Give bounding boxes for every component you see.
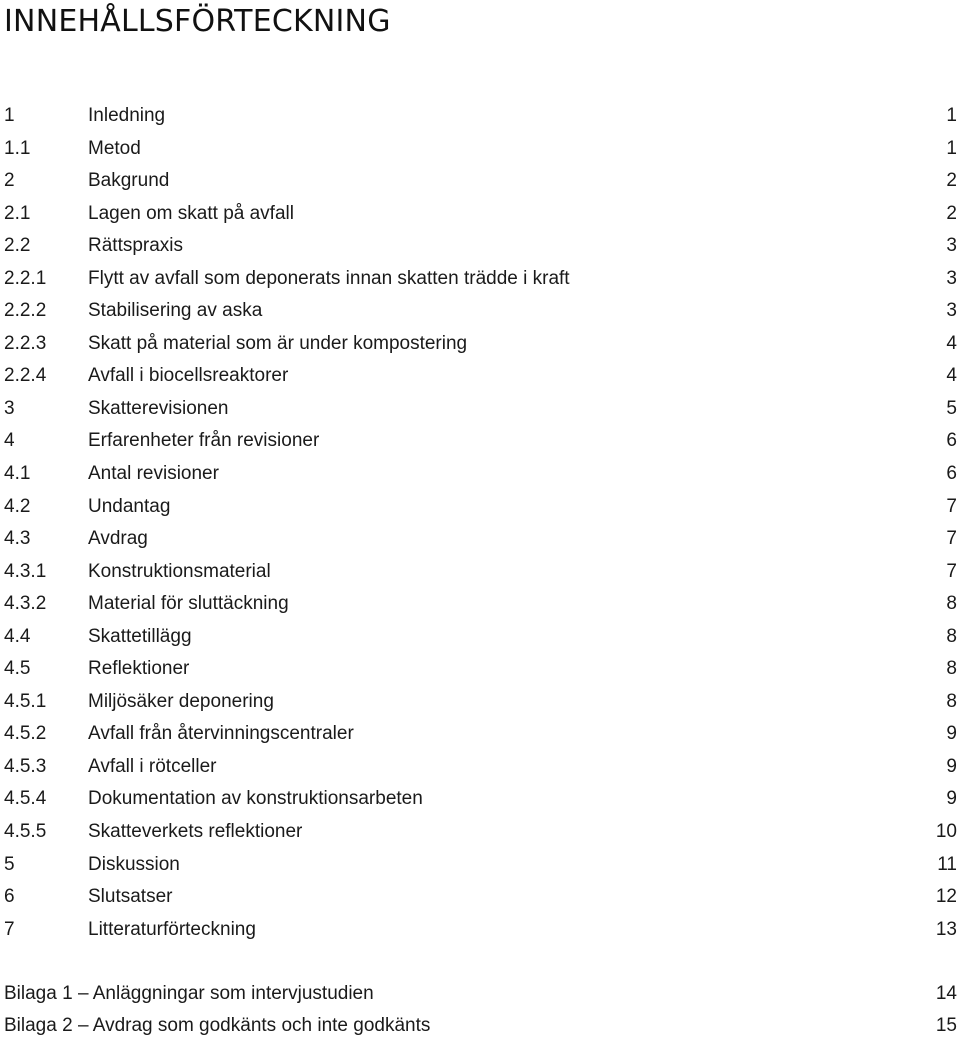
- toc-entry-title: Litteraturförteckning: [88, 918, 256, 940]
- toc-entry-title: Avfall i rötceller: [88, 755, 217, 777]
- toc-entry-title: Skatterevisionen: [88, 397, 229, 419]
- toc-entry-number: 4.5.4: [4, 788, 47, 810]
- toc-entry[interactable]: [0, 491, 960, 524]
- appendix-entry-title: Bilaga 2 – Avdrag som godkänts och inte godkänts: [4, 1015, 431, 1036]
- toc-entry-page: 10: [935, 821, 957, 843]
- toc-entry-title: Lagen om skatt på avfall: [88, 202, 294, 224]
- toc-entry-page: 8: [946, 690, 957, 712]
- toc-entry-page: 13: [935, 918, 957, 940]
- toc-entry[interactable]: [0, 360, 960, 393]
- appendix-entry[interactable]: [0, 978, 960, 1010]
- toc-entry-page: 2: [946, 170, 957, 192]
- toc-entry-title: Miljösäker deponering: [88, 690, 274, 712]
- toc-entry[interactable]: [0, 686, 960, 719]
- toc-entry[interactable]: [0, 230, 960, 263]
- toc-entry[interactable]: [0, 393, 960, 426]
- toc-entry-page: 6: [946, 430, 957, 452]
- toc-entry-title: Undantag: [88, 495, 171, 517]
- toc-entry-title: Erfarenheter från revisioner: [88, 430, 320, 452]
- toc-entry-page: 8: [946, 658, 957, 680]
- toc-entry-title: Avfall från återvinningscentraler: [88, 723, 354, 745]
- toc-entry[interactable]: [0, 556, 960, 589]
- toc-entry-page: 4: [946, 365, 957, 387]
- toc-entry-page: 9: [946, 755, 957, 777]
- toc-entry[interactable]: [0, 165, 960, 198]
- toc-entry-title: Flytt av avfall som deponerats innan skatten trädde i kraft: [88, 267, 570, 289]
- toc-entry-number: 4.5: [4, 658, 31, 680]
- toc-entry-page: 4: [946, 332, 957, 354]
- toc-entry-page: 3: [946, 267, 957, 289]
- toc-entry[interactable]: [0, 718, 960, 751]
- toc-entry-number: 2.2.4: [4, 365, 47, 387]
- toc-entry-title: Avdrag: [88, 528, 148, 550]
- toc-entry-page: 2: [946, 202, 957, 224]
- toc-entry-title: Stabilisering av aska: [88, 300, 263, 322]
- toc-entry[interactable]: [0, 295, 960, 328]
- toc-entry-title: Material för sluttäckning: [88, 593, 289, 615]
- toc-entry-page: 3: [946, 300, 957, 322]
- toc-entry-page: 9: [946, 788, 957, 810]
- toc-entry-title: Reflektioner: [88, 658, 190, 680]
- toc-entry[interactable]: [0, 653, 960, 686]
- toc-entry-number: 2.1: [4, 202, 31, 224]
- toc-entry-number: 4.4: [4, 625, 31, 647]
- toc-entry-page: 8: [946, 593, 957, 615]
- toc-entry-number: 2.2.1: [4, 267, 47, 289]
- toc-entry-number: 4.1: [4, 463, 31, 485]
- toc-entry-title: Konstruktionsmaterial: [88, 560, 271, 582]
- toc-entry-title: Slutsatser: [88, 886, 173, 908]
- toc-entry-number: 7: [4, 918, 15, 940]
- toc-entry-title: Metod: [88, 137, 141, 159]
- toc-entry-number: 6: [4, 886, 15, 908]
- toc-entry-number: 2.2: [4, 235, 31, 257]
- appendix-entry[interactable]: [0, 1010, 960, 1042]
- appendix-entry-page: 14: [935, 983, 957, 1004]
- appendix-entry-title: Bilaga 1 – Anläggningar som intervjustudien: [4, 983, 374, 1004]
- toc-entry-title: Dokumentation av konstruktionsarbeten: [88, 788, 423, 810]
- toc-entry[interactable]: [0, 816, 960, 849]
- toc-entry-title: Skatteverkets reflektioner: [88, 821, 303, 843]
- toc-entry[interactable]: [0, 458, 960, 491]
- toc-entry-page: 12: [935, 886, 957, 908]
- toc-entry-title: Bakgrund: [88, 170, 170, 192]
- toc-entry-page: 7: [946, 495, 957, 517]
- toc-entry-number: 4.5.5: [4, 821, 47, 843]
- toc-entry[interactable]: [0, 133, 960, 166]
- toc-entry[interactable]: [0, 914, 960, 947]
- toc-entry[interactable]: [0, 751, 960, 784]
- toc-entry[interactable]: [0, 198, 960, 231]
- appendix-list: [0, 978, 960, 1042]
- toc-entry-page: 11: [937, 853, 957, 875]
- toc-entry-number: 4.5.3: [4, 755, 47, 777]
- toc-entry[interactable]: [0, 425, 960, 458]
- toc-entry-title: Skatt på material som är under kompostering: [88, 332, 468, 354]
- toc-entry-page: 3: [946, 235, 957, 257]
- toc-entry[interactable]: [0, 621, 960, 654]
- toc-entry-number: 3: [4, 397, 15, 419]
- toc-entry-page: 7: [946, 560, 957, 582]
- toc-entry[interactable]: [0, 849, 960, 882]
- toc-entry[interactable]: [0, 783, 960, 816]
- toc-entry-page: 8: [946, 625, 957, 647]
- toc-entry[interactable]: [0, 523, 960, 556]
- toc-entry-number: 4.3: [4, 528, 31, 550]
- toc-entry-number: 4.2: [4, 495, 31, 517]
- toc-entry-title: Inledning: [88, 105, 166, 126]
- toc-entry-title: Diskussion: [88, 853, 180, 875]
- toc-entry-page: 1: [946, 137, 957, 159]
- toc-entry-page: 7: [946, 528, 957, 550]
- toc-entry[interactable]: [0, 881, 960, 914]
- toc-entry-number: 1: [4, 105, 15, 126]
- toc-entry-page: 6: [946, 463, 957, 485]
- toc-entry-page: 5: [946, 397, 957, 419]
- toc-entry-number: 2: [4, 170, 15, 192]
- toc-title: INNEHÅLLSFÖRTECKNING: [4, 4, 391, 39]
- toc-entry-number: 5: [4, 853, 15, 875]
- toc-entry-page: 1: [946, 105, 957, 126]
- toc-entry-number: 1.1: [4, 137, 31, 159]
- appendix-entry-page: 15: [935, 1015, 957, 1036]
- toc-entry[interactable]: [0, 328, 960, 361]
- toc-entry-number: 4.5.2: [4, 723, 47, 745]
- toc-entry-number: 4.3.1: [4, 560, 47, 582]
- toc-entry[interactable]: [0, 588, 960, 621]
- toc-entry-number: 2.2.2: [4, 300, 47, 322]
- toc-entry[interactable]: [0, 100, 960, 133]
- toc-entry-title: Antal revisioner: [88, 463, 219, 485]
- toc-entry-title: Skattetillägg: [88, 625, 192, 647]
- toc-entry-title: Avfall i biocellsreaktorer: [88, 365, 289, 387]
- toc-entry-title: Rättspraxis: [88, 235, 184, 257]
- toc-list: [0, 100, 960, 946]
- toc-entry[interactable]: [0, 263, 960, 296]
- toc-entry-page: 9: [946, 723, 957, 745]
- toc-entry-number: 4.3.2: [4, 593, 47, 615]
- toc-entry-number: 4.5.1: [4, 690, 47, 712]
- toc-entry-number: 4: [4, 430, 15, 452]
- toc-entry-number: 2.2.3: [4, 332, 47, 354]
